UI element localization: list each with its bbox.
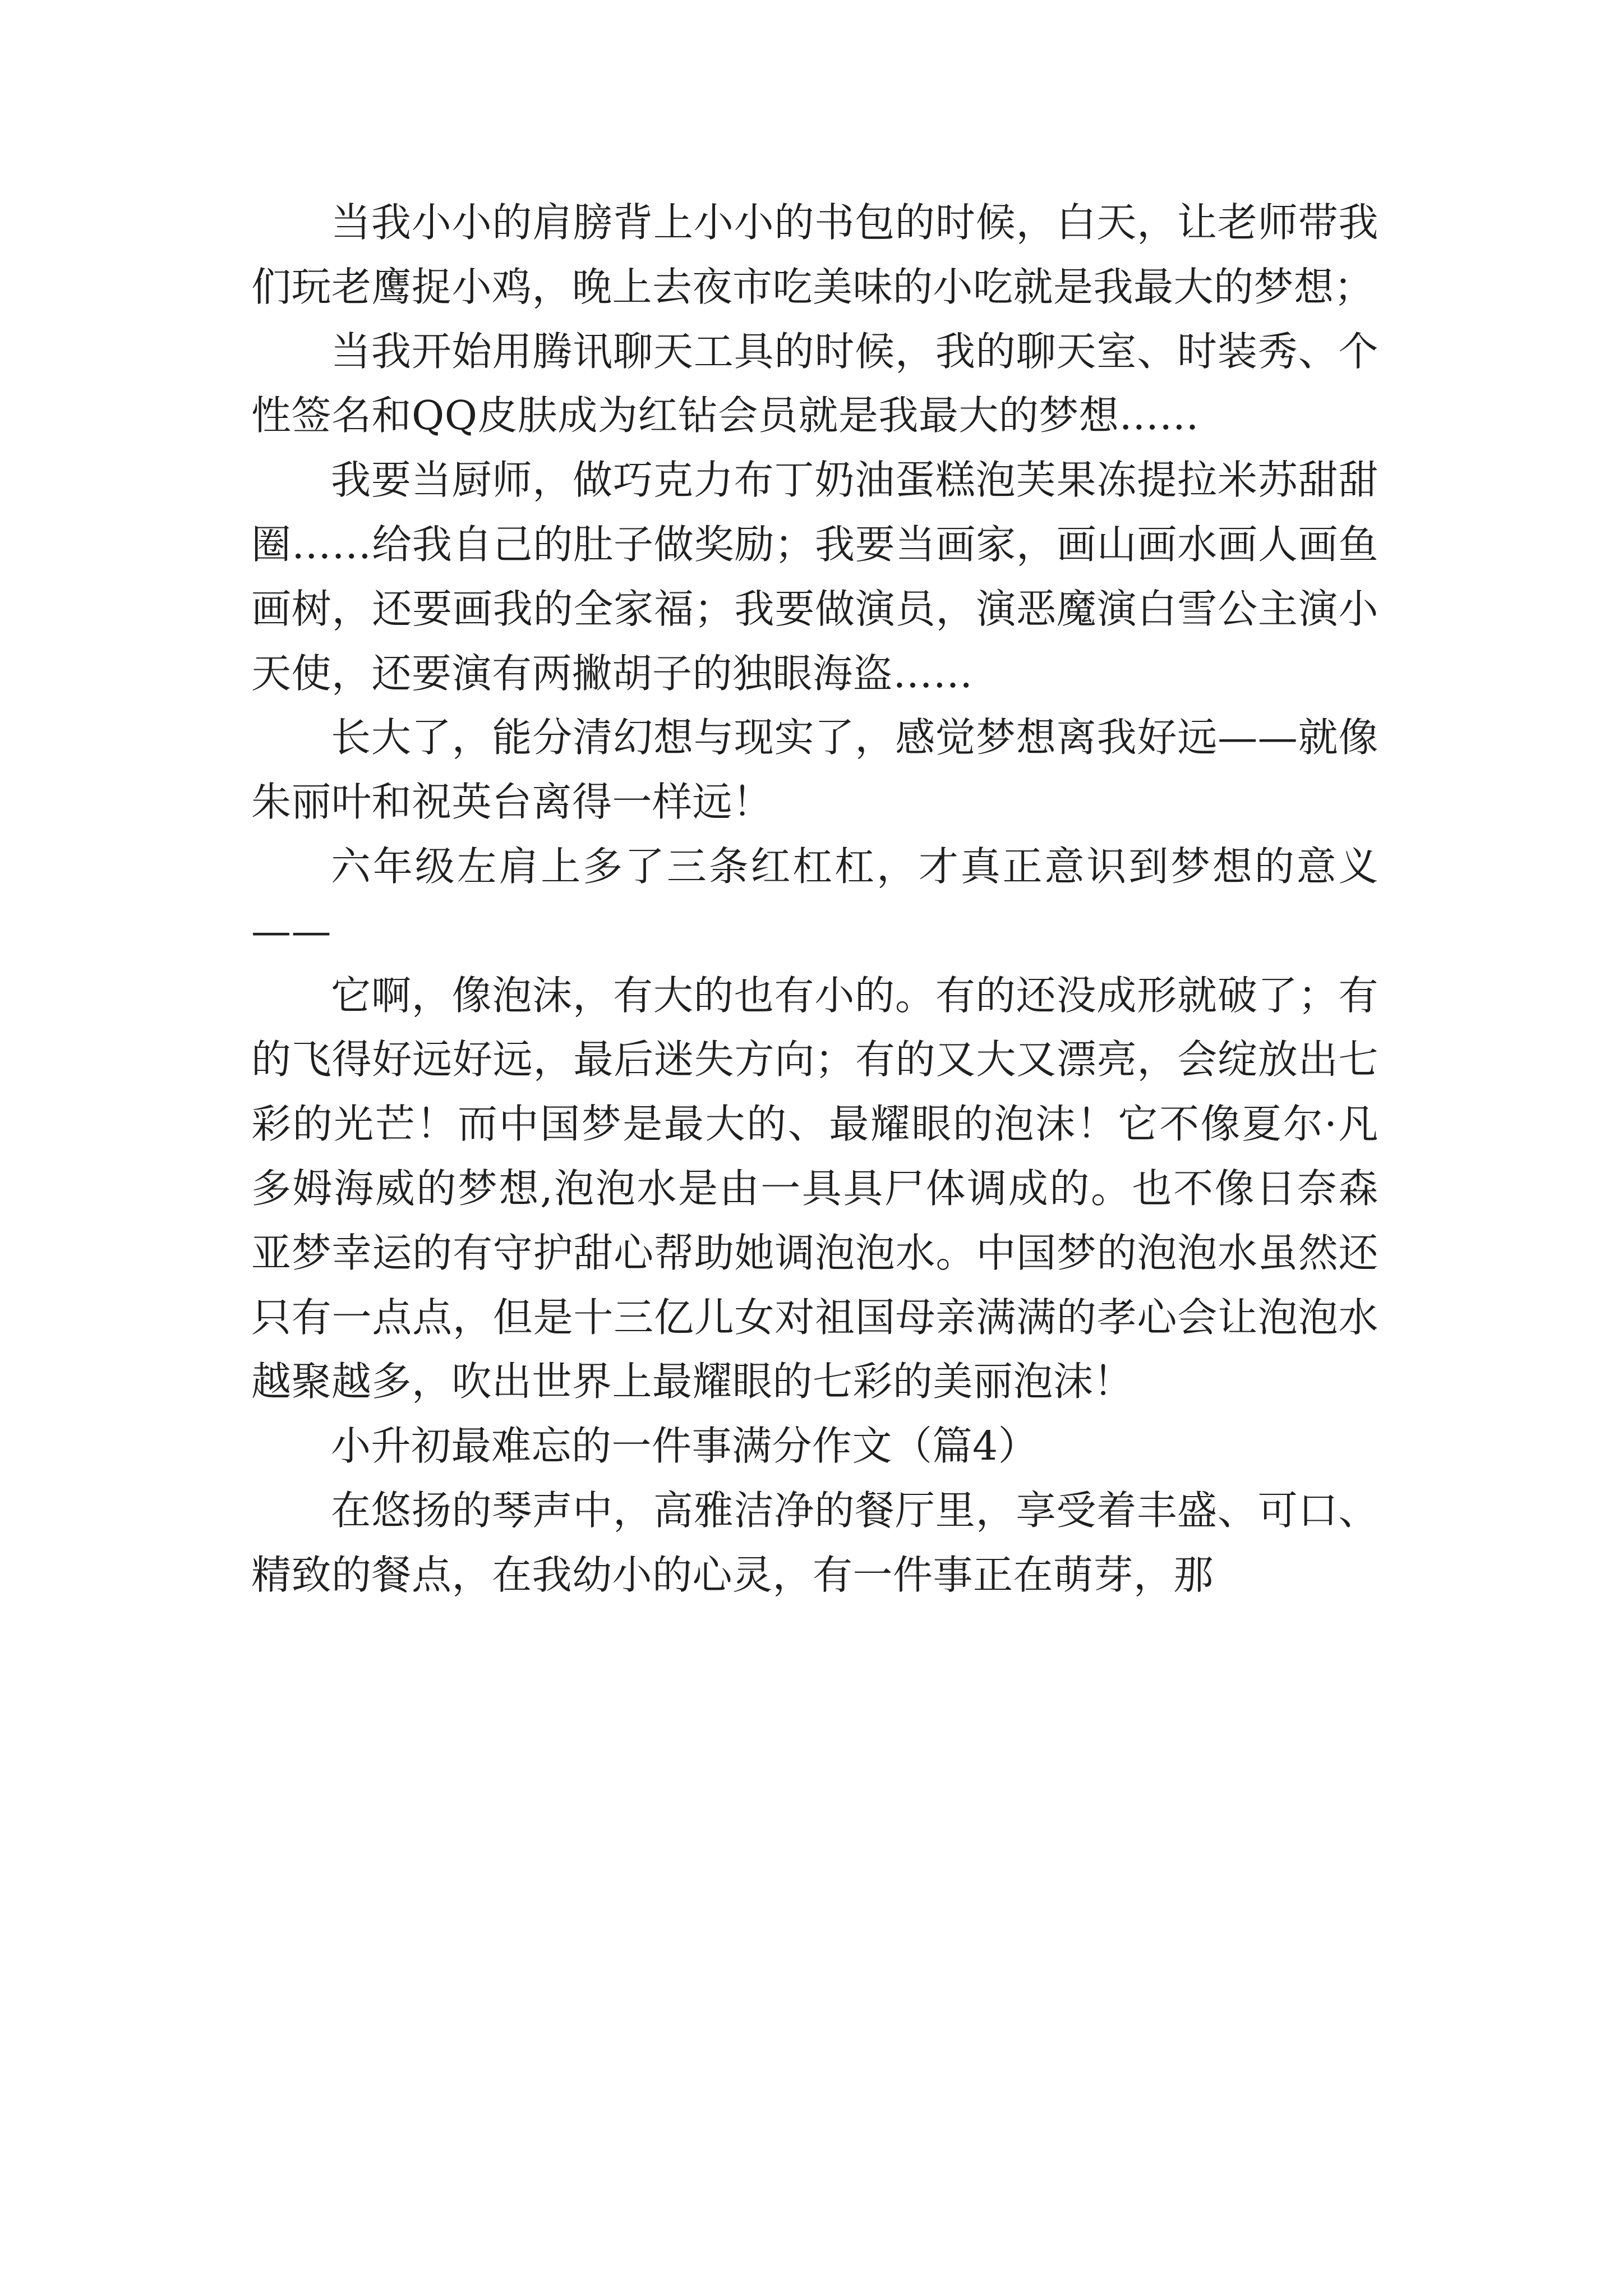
paragraph-bubble-metaphor: 它啊，像泡沫，有大的也有小的。有的还没成形就破了；有的飞得好远好远，最后迷失方向；有的又大又漂亮，会绽放出七彩的光芒！而中国梦是最大的、最耀眼的泡沫！它不像夏尔·凡多姆海威的梦想,泡泡水是由一具具尸体调成的。也不像日奈森亚梦幸运的有守护甜心帮助她调泡泡水。中国梦的泡泡水虽然还只有一点点，但是十三亿儿女对祖国母亲满满的孝心会让泡泡水越聚越多，吹出世界上最耀眼的七彩的美丽泡沫！ [251,972,1378,1405]
paragraph-growing-up: 长大了，能分清幻想与现实了，感觉梦想离我好远——就像朱丽叶和祝英台离得一样远！ [251,714,1378,826]
section-heading: 小升初最难忘的一件事满分作文（篇4） [331,1423,1039,1470]
paragraph-sixth-grade: 六年级左肩上多了三条红杠杠，才真正意识到梦想的意义—— [251,843,1378,954]
paragraph-restaurant: 在悠扬的琴声中，高雅洁净的餐厅里，享受着丰盛、可口、精致的餐点，在我幼小的心灵，有一件事正在萌芽，那 [251,1487,1378,1598]
paragraph-career-dreams: 我要当厨师，做巧克力布丁奶油蛋糕泡芙果冻提拉米苏甜甜圈……给我自己的肚子做奖励；我要当画家，画山画水画人画鱼画树，还要画我的全家福；我要做演员，演恶魔演白雪公主演小天使，还要演有两撇胡子的独眼海盗…… [251,457,1378,697]
document-body [251,191,1378,1608]
paragraph-childhood-dream: 当我小小的肩膀背上小小的书包的时候，白天，让老师带我们玩老鹰捉小鸡，晚上去夜市吃美味的小吃就是我最大的梦想； [251,199,1378,310]
paragraph-qq-dream: 当我开始用腾讯聊天工具的时候，我的聊天室、时装秀、个性签名和QQ皮肤成为红钻会员就是我最大的梦想…… [251,328,1378,439]
